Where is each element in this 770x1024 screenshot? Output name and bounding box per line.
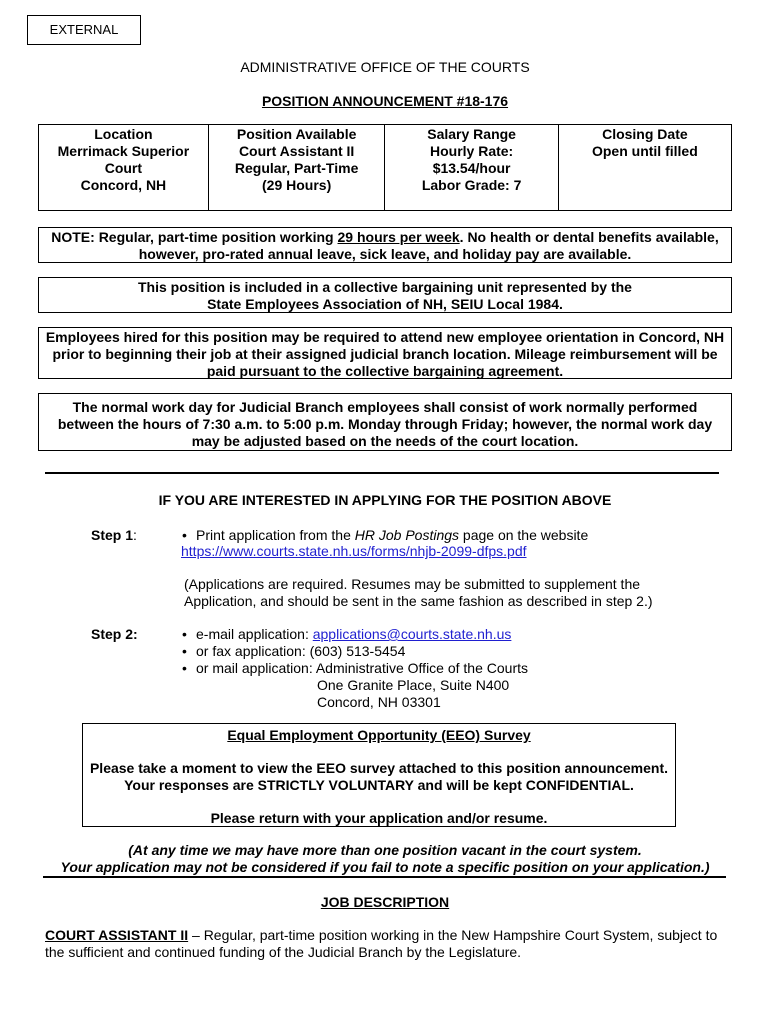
workday-line: between the hours of 7:30 a.m. to 5:00 p.m. Monday through Friday; however, the normal work day xyxy=(57,416,713,432)
closing-line: Open until filled xyxy=(591,143,698,159)
step1-text-suffix: page on the website xyxy=(459,527,589,543)
step1-note-line: Application, and should be sent in the same fashion as described in step 2.) xyxy=(184,593,653,609)
orientation-line: prior to beginning their job at their assigned judicial branch location. Mileage reimbursement will be xyxy=(52,346,718,362)
position-line: (29 Hours) xyxy=(262,177,332,193)
salary-cell xyxy=(385,125,558,211)
vacancy-divider xyxy=(43,876,726,878)
orientation-line: Employees hired for this position may be required to attend new employee orientation in Concord, NH xyxy=(45,329,725,345)
note-hours: 29 hours per week xyxy=(337,229,460,245)
eeo-line: Please return with your application and/or resume. xyxy=(210,810,548,826)
vacancy-line: Your application may not be considered if you fail to note a specific position on your application.) xyxy=(60,859,710,875)
workday-line: may be adjusted based on the needs of the court location. xyxy=(191,433,579,449)
application-form-link[interactable]: https://www.courts.state.nh.us/forms/nhjb-2099-dfps.pdf xyxy=(181,543,527,559)
mail-address-line: Concord, NH 03301 xyxy=(317,694,441,710)
salary-header: Salary Range xyxy=(427,126,516,142)
location-header: Location xyxy=(94,126,153,142)
step2-label: Step 2: xyxy=(91,626,138,642)
vacancy-note xyxy=(0,842,770,876)
job-title: COURT ASSISTANT II xyxy=(45,927,189,943)
position-line: Regular, Part-Time xyxy=(234,160,359,176)
position-table xyxy=(38,124,732,211)
apply-heading: IF YOU ARE INTERESTED IN APPLYING FOR THE POSITION ABOVE xyxy=(158,492,612,508)
job-description-heading: JOB DESCRIPTION xyxy=(320,894,450,910)
note-suffix: . No health or dental benefits available, xyxy=(459,229,719,245)
union-box xyxy=(38,277,732,313)
section-divider xyxy=(45,472,719,474)
salary-line: Hourly Rate: xyxy=(429,143,514,159)
location-line: Court xyxy=(104,160,143,176)
email-link[interactable]: applications@courts.state.nh.us xyxy=(312,626,512,642)
orientation-box xyxy=(38,327,732,379)
step1-text: Print application from the xyxy=(196,527,355,543)
orientation-line: paid pursuant to the collective bargaining agreement. xyxy=(206,363,564,379)
vacancy-line: (At any time we may have more than one position vacant in the court system. xyxy=(128,842,642,858)
workday-box xyxy=(38,393,732,451)
closing-header: Closing Date xyxy=(602,126,688,142)
job-description-line xyxy=(45,927,717,944)
job-description-line: the sufficient and continued funding of the Judicial Branch by the Legislature. xyxy=(45,944,522,960)
office-title: ADMINISTRATIVE OFFICE OF THE COURTS xyxy=(240,59,530,75)
step1-label: Step 1: xyxy=(91,527,137,543)
note-line2: however, pro-rated annual leave, sick leave, and holiday pay are available. xyxy=(138,246,632,262)
workday-line: The normal work day for Judicial Branch employees shall consist of work normally performed xyxy=(72,399,698,415)
job-text: – Regular, part-time position working in the New Hampshire Court System, subject to xyxy=(188,927,718,943)
email-prefix: e-mail application: xyxy=(196,626,313,642)
position-cell xyxy=(208,125,385,211)
mail-bullet: • or mail application: Administrative Office of the Courts xyxy=(196,660,528,677)
note-prefix: NOTE: Regular, part-time position working xyxy=(51,229,338,245)
location-line: Concord, NH xyxy=(80,177,167,193)
location-line: Merrimack Superior xyxy=(57,143,190,159)
mail-address-line: One Granite Place, Suite N400 xyxy=(317,677,510,693)
email-bullet xyxy=(196,626,511,643)
salary-line: $13.54/hour xyxy=(432,160,511,176)
benefits-note xyxy=(38,227,732,263)
eeo-line: Please take a moment to view the EEO survey attached to this position announcement. xyxy=(89,760,669,776)
step1-bullet xyxy=(196,527,588,544)
external-label: EXTERNAL xyxy=(27,15,141,45)
position-header: Position Available xyxy=(236,126,357,142)
salary-line: Labor Grade: 7 xyxy=(421,177,522,193)
position-line: Court Assistant II xyxy=(238,143,355,159)
location-cell xyxy=(39,125,209,211)
eeo-title: Equal Employment Opportunity (EEO) Survey xyxy=(227,727,531,743)
fax-bullet: • or fax application: (603) 513-5454 xyxy=(196,643,405,660)
union-line: This position is included in a collective bargaining unit represented by the xyxy=(138,279,632,295)
hr-job-postings: HR Job Postings xyxy=(354,527,460,543)
closing-cell xyxy=(558,125,731,211)
eeo-line: Your responses are STRICTLY VOLUNTARY and will be kept CONFIDENTIAL. xyxy=(124,777,634,793)
step1-note-line: (Applications are required. Resumes may be submitted to supplement the xyxy=(184,576,641,592)
eeo-box xyxy=(82,723,676,827)
union-line: State Employees Association of NH, SEIU Local 1984. xyxy=(207,296,563,312)
announcement-number: POSITION ANNOUNCEMENT #18-176 xyxy=(261,93,509,109)
